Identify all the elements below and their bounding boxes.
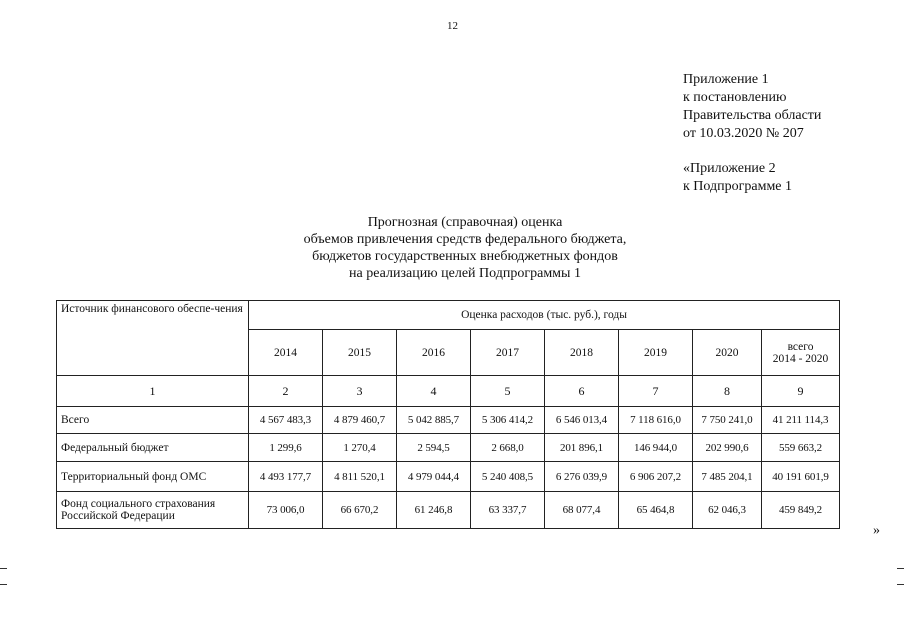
row-label: Федеральный бюджет (57, 434, 249, 462)
year-header: 2014 (249, 330, 323, 376)
table-cell: 6 276 039,9 (545, 462, 619, 492)
table-cell: 2 668,0 (471, 434, 545, 462)
appendix-line: от 10.03.2020 № 207 (683, 126, 804, 141)
year-header: 2015 (323, 330, 397, 376)
table-cell: 4 493 177,7 (249, 462, 323, 492)
table-cell: 5 042 885,7 (397, 407, 471, 434)
margin-mark (0, 584, 7, 585)
table-cell: 7 118 616,0 (619, 407, 693, 434)
table-cell: 6 546 013,4 (545, 407, 619, 434)
year-header: 2020 (693, 330, 762, 376)
table-cell: 459 849,2 (762, 492, 840, 529)
column-number: 1 (57, 376, 249, 407)
table-cell: 63 337,7 (471, 492, 545, 529)
table-cell: 146 944,0 (619, 434, 693, 462)
source-header: Источник финансового обеспе-чения (57, 301, 249, 376)
estimate-header: Оценка расходов (тыс. руб.), годы (249, 301, 840, 330)
title-line: на реализацию целей Подпрограммы 1 (349, 266, 581, 281)
margin-mark (897, 584, 904, 585)
column-number: 3 (323, 376, 397, 407)
table-row (57, 434, 840, 462)
table-cell: 5 240 408,5 (471, 462, 545, 492)
row-label: Всего (57, 407, 249, 434)
year-header: 2018 (545, 330, 619, 376)
table-cell: 2 594,5 (397, 434, 471, 462)
page-number: 12 (447, 20, 458, 32)
document-title (210, 214, 720, 282)
table-cell: 5 306 414,2 (471, 407, 545, 434)
title-line: объемов привлечения средств федерального бюджета, (303, 232, 627, 247)
appendix-line: «Приложение 2 (683, 161, 776, 176)
margin-mark (897, 568, 904, 569)
row-label: Территориальный фонд ОМС (57, 462, 249, 492)
column-number: 2 (249, 376, 323, 407)
margin-mark (0, 568, 7, 569)
table-cell: 1 299,6 (249, 434, 323, 462)
column-number: 8 (693, 376, 762, 407)
appendix-line: к постановлению (683, 90, 787, 105)
table-cell: 40 191 601,9 (762, 462, 840, 492)
financing-table (56, 300, 840, 529)
total-header (762, 330, 840, 376)
title-line: бюджетов государственных внебюджетных фондов (312, 249, 618, 264)
total-header-line: всего (787, 340, 814, 353)
appendix-header (683, 71, 821, 196)
table-cell: 559 663,2 (762, 434, 840, 462)
table-cell: 41 211 114,3 (762, 407, 840, 434)
table-cell: 62 046,3 (693, 492, 762, 529)
column-number: 9 (762, 376, 840, 407)
table-cell: 7 750 241,0 (693, 407, 762, 434)
closing-quote: » (873, 523, 880, 538)
table-cell: 4 811 520,1 (323, 462, 397, 492)
table-cell: 201 896,1 (545, 434, 619, 462)
column-number: 4 (397, 376, 471, 407)
total-header-line: 2014 - 2020 (772, 352, 829, 365)
table-cell: 1 270,4 (323, 434, 397, 462)
year-header: 2016 (397, 330, 471, 376)
table-cell: 65 464,8 (619, 492, 693, 529)
year-header: 2019 (619, 330, 693, 376)
column-number: 6 (545, 376, 619, 407)
table-cell: 4 979 044,4 (397, 462, 471, 492)
column-number: 5 (471, 376, 545, 407)
table-row (57, 462, 840, 492)
table-cell: 68 077,4 (545, 492, 619, 529)
table-cell: 7 485 204,1 (693, 462, 762, 492)
appendix-line: Приложение 1 (683, 72, 769, 87)
column-number: 7 (619, 376, 693, 407)
title-line: Прогнозная (справочная) оценка (367, 215, 563, 230)
table-cell: 61 246,8 (397, 492, 471, 529)
row-label: Фонд социального страхования Российской Федерации (57, 492, 249, 529)
year-header: 2017 (471, 330, 545, 376)
table-cell: 73 006,0 (249, 492, 323, 529)
table-cell: 6 906 207,2 (619, 462, 693, 492)
table-row (57, 492, 840, 529)
appendix-line: к Подпрограмме 1 (683, 179, 793, 194)
table-cell: 66 670,2 (323, 492, 397, 529)
table-cell: 202 990,6 (693, 434, 762, 462)
table-row (57, 407, 840, 434)
table-cell: 4 567 483,3 (249, 407, 323, 434)
table-cell: 4 879 460,7 (323, 407, 397, 434)
appendix-line: Правительства области (683, 108, 822, 123)
